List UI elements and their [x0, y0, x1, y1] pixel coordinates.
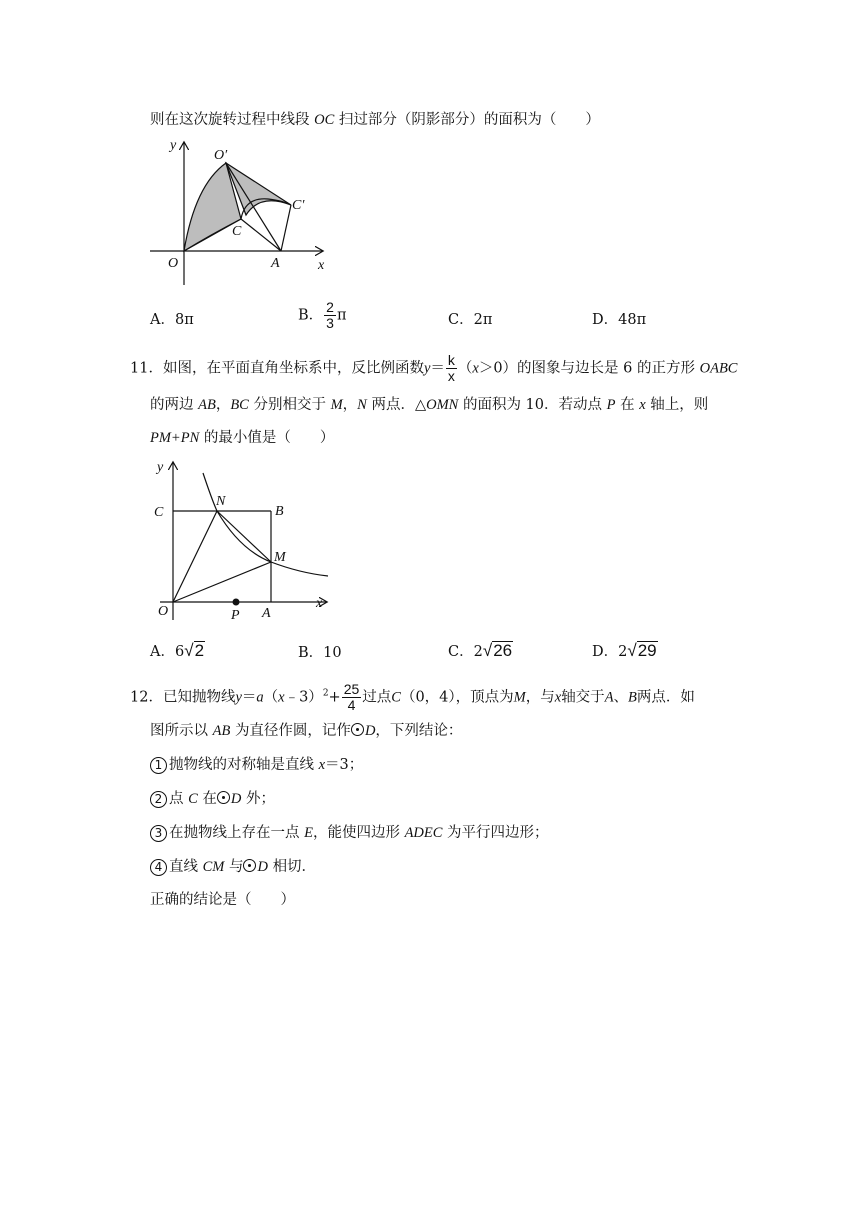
q10-label-x: x	[318, 258, 325, 273]
q11-option-b: B．10	[298, 645, 342, 661]
q10-label-a: A	[271, 256, 280, 271]
q11-label-y: y	[157, 460, 164, 475]
q11-label-c: C	[154, 505, 164, 520]
q10-label-c-prime: C′	[292, 198, 305, 213]
q11-label-m: M	[274, 550, 286, 565]
q11-label-n: N	[216, 494, 226, 509]
q11-label-b: B	[275, 504, 284, 519]
q11-hyperbola	[203, 473, 328, 576]
q10-label-y: y	[170, 138, 177, 153]
q12-statement-3: 3 在抛物线上存在一点 E，能使四边形 ADEC 为平行四边形；	[150, 823, 549, 843]
q10-figure	[150, 135, 340, 290]
q10-option-b: B． $\frac{2}{3}$ π	[298, 299, 347, 331]
q12-line-1: 12．已知抛物线y＝a（x﹣3）$^2$+ $\frac{25}{4}$ 过点C（0，4），顶点为M，与x轴交于A、B两点．如	[130, 681, 695, 713]
q11-label-a: A	[262, 606, 271, 621]
q10-label-o: O	[168, 256, 179, 271]
q10-option-a: A．8π	[150, 312, 194, 328]
q10-stem: 则在这次旋转过程中线段 OC 扫过部分（阴影部分）的面积为（ ）	[150, 112, 600, 128]
q10-label-c: C	[232, 224, 242, 239]
q11-point-p	[233, 599, 240, 606]
q10-option-d: D．48π	[592, 312, 647, 328]
q12-statement-1: 1 抛物线的对称轴是直线 x＝3；	[150, 755, 363, 775]
q12-ask: 正确的结论是（ ）	[150, 892, 295, 908]
q11-option-d: D．2√29	[592, 641, 657, 660]
q11-option-a: A．6√2	[150, 641, 205, 660]
q10-label-o-prime: O′	[214, 148, 228, 163]
q11-line-1: 11．如图，在平面直角坐标系中，反比例函数y＝ $\frac{k}{x}$ （x＞0）的图象与边长是 6 的正方形 OABC	[130, 352, 738, 384]
q10-option-c: C．2π	[448, 312, 493, 328]
q11-figure	[140, 455, 340, 625]
q12-statement-4: 4 直线 CM 与 D 相切．	[150, 857, 316, 877]
q12-statement-2: 2 点 C 在 D 外；	[150, 789, 275, 809]
q11-label-x: x	[316, 596, 323, 611]
q12-line-2: 图所示以 AB 为直径作圆，记作 D，下列结论：	[150, 723, 463, 739]
q11-label-p: P	[231, 608, 240, 623]
q11-option-c: C．2√26	[448, 641, 513, 660]
q11-line-2: 的两边 AB，BC 分别相交于 M，N 两点．△OMN 的面积为 10．若动点 P 在 x 轴上，则	[150, 397, 709, 413]
q11-label-o: O	[158, 604, 169, 619]
q11-line-3: PM+PN 的最小值是（ ）	[150, 430, 335, 446]
